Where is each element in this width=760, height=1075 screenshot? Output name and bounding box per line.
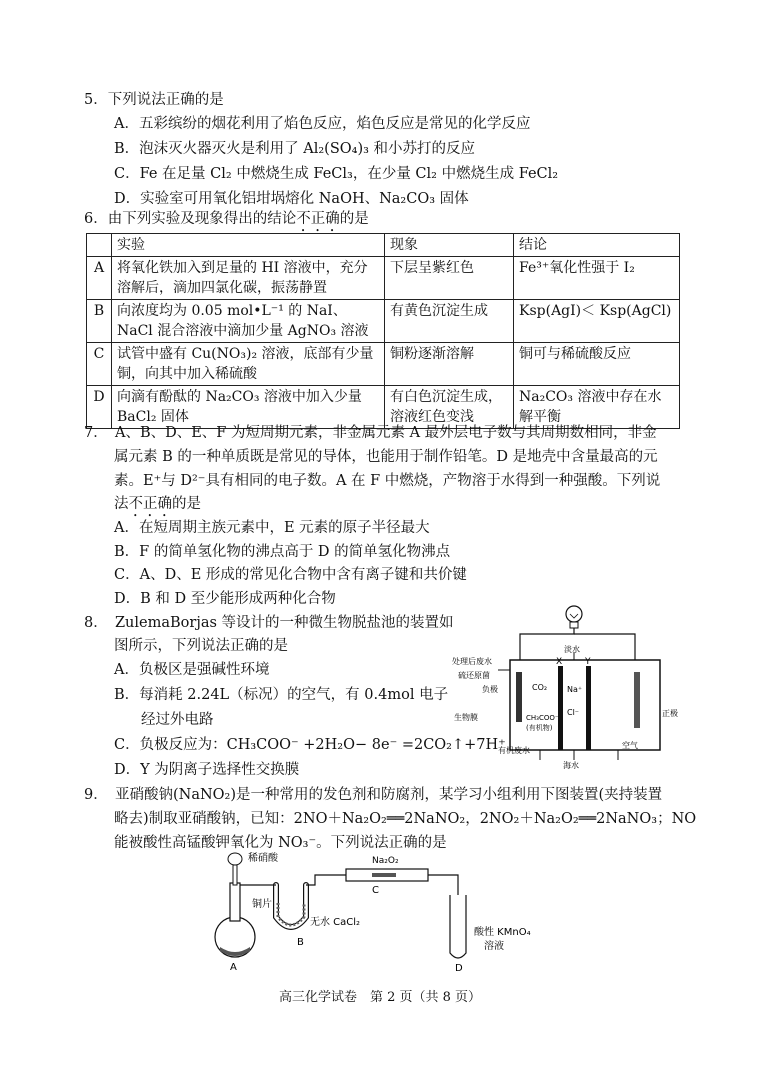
table-cell: 向浓度均为 0.05 mol•L⁻¹ 的 NaI、NaCl 混合溶液中滴加少量 AgNO₃ 溶液 bbox=[112, 300, 385, 343]
q7-line-3: 素。E⁺与 D²⁻具有相同的电子数。A 在 F 中燃烧，产物溶于水得到一种强酸。下列说 bbox=[114, 473, 661, 489]
label-acetate: CH₃COO⁻ bbox=[526, 714, 559, 722]
table-cell: 有黄色沉淀生成 bbox=[385, 300, 514, 343]
label-co2: CO₂ bbox=[532, 683, 548, 692]
label-sodium: Na⁺ bbox=[567, 685, 583, 694]
table-cell: Na₂CO₃ 溶液中存在水解平衡 bbox=[514, 386, 680, 429]
label-a: A bbox=[230, 962, 237, 973]
q8-option-a: A．负极区是强碱性环境 bbox=[114, 662, 270, 678]
table-cell: 铜粉逐渐溶解 bbox=[385, 343, 514, 386]
label-na2o2: Na₂O₂ bbox=[372, 856, 399, 866]
label-dilute-nitric: 稀硝酸 bbox=[248, 853, 278, 864]
table-row bbox=[87, 257, 680, 300]
label-kmno4: 酸性 KMnO₄ bbox=[474, 927, 531, 938]
q8-option-b-cont: 经过外电路 bbox=[141, 712, 214, 728]
q5-option-b: B．泡沫灭火器灭火是利用了 Al₂(SO₄)₃ 和小苏打的反应 bbox=[114, 141, 476, 157]
label-positive: 正极 bbox=[662, 709, 678, 718]
page-footer: 高三化学试卷 第 2 页（共 8 页） bbox=[278, 990, 482, 1005]
label-y: Y bbox=[585, 657, 591, 667]
table-cell: B bbox=[87, 300, 112, 343]
q8-option-d: D．Y 为阴离子选择性交换膜 bbox=[114, 762, 300, 778]
label-x: X bbox=[556, 657, 563, 667]
test-tube-d bbox=[450, 895, 466, 958]
q7-emphasis: 不正确 bbox=[128, 496, 172, 512]
table-cell: C bbox=[87, 343, 112, 386]
q7-option-a: A．在短周期主族元素中，E 元素的原子半径最大 bbox=[114, 520, 430, 536]
q6-stem-pre: 由下列实验及现象得出的结论 bbox=[107, 211, 297, 227]
label-chloride: Cl⁻ bbox=[567, 708, 580, 717]
nitrite-apparatus-diagram bbox=[200, 845, 560, 975]
q6-number: 6． bbox=[84, 211, 108, 227]
membrane-y bbox=[586, 666, 591, 750]
label-cacl2: 无水 CaCl₂ bbox=[310, 917, 361, 928]
q7-line-1: 7． A、B、D、E、F 为短周期元素，非金属元素 A 最外层电子数与其周期数相同，非金 bbox=[84, 425, 657, 441]
q6-stem-emphasis: 不正确 bbox=[296, 211, 340, 227]
q7-option-d: D．B 和 D 至少能形成两种化合物 bbox=[114, 591, 336, 607]
table-cell: Fe³⁺氧化性强于 I₂ bbox=[514, 257, 680, 300]
label-copper: 铜片 bbox=[252, 899, 272, 910]
flask-a bbox=[215, 883, 255, 957]
table-cell: 试管中盛有 Cu(NO₃)₂ 溶液，底部有少量铜，向其中加入稀硫酸 bbox=[112, 343, 385, 386]
q5-option-c: C．Fe 在足量 Cl₂ 中燃烧生成 FeCl₃，在少量 Cl₂ 中燃烧生成 FeCl₂ bbox=[114, 166, 559, 182]
table-header-cell: 结论 bbox=[514, 234, 680, 257]
q8-option-c: C．负极反应为：CH₃COO⁻ +2H₂O− 8e⁻ =2CO₂↑+7H⁺ bbox=[114, 737, 506, 753]
table-row bbox=[87, 343, 680, 386]
label-organic: (有机物) bbox=[526, 724, 553, 732]
tube-b-c bbox=[306, 875, 346, 885]
q7-line-4-pre: 法 bbox=[114, 496, 129, 512]
q9-line-1: 9． 亚硝酸钠(NaNO₂)是一种常用的发色剂和防腐剂，某学习小组利用下图装置(夹持装置 bbox=[84, 787, 663, 803]
table-header-cell bbox=[87, 234, 112, 257]
q7-line-4-post: 的是 bbox=[172, 496, 201, 512]
table-cell: D bbox=[87, 386, 112, 429]
q5-option-a: A．五彩缤纷的烟花利用了焰色反应，焰色反应是常见的化学反应 bbox=[114, 116, 531, 132]
label-treated-water: 处理后废水 bbox=[452, 657, 492, 666]
q7-option-c: C．A、D、E 形成的常见化合物中含有离子键和共价键 bbox=[114, 567, 467, 583]
label-d: D bbox=[455, 963, 463, 974]
table-row bbox=[87, 300, 680, 343]
label-negative: 负极 bbox=[482, 685, 498, 694]
membrane-x bbox=[558, 666, 563, 750]
experiment-table bbox=[86, 233, 680, 429]
label-solution: 溶液 bbox=[484, 941, 504, 952]
table-cell: 铜可与稀硫酸反应 bbox=[514, 343, 680, 386]
label-seawater: 海水 bbox=[563, 761, 579, 770]
table-cell: A bbox=[87, 257, 112, 300]
table-header-cell: 实验 bbox=[112, 234, 385, 257]
desalination-cell-diagram bbox=[450, 600, 690, 770]
q8-line-2: 图所示，下列说法正确的是 bbox=[114, 638, 288, 654]
table-cell: 有白色沉淀生成，溶液红色变浅 bbox=[385, 386, 514, 429]
label-air: 空气 bbox=[622, 741, 638, 750]
q8-line-1: 8． ZulemaBorjas 等设计的一种微生物脱盐池的装置如 bbox=[84, 615, 454, 631]
label-organic-waste: 有机废水 bbox=[498, 746, 530, 755]
q5-stem: 5．下列说法正确的是 bbox=[84, 92, 224, 108]
q8-option-b: B．每消耗 2.24L（标况）的空气，有 0.4mol 电子 bbox=[114, 687, 449, 703]
na2o2-sample bbox=[372, 873, 396, 877]
label-biofilm: 生物膜 bbox=[454, 713, 478, 722]
table-cell: Ksp(AgI)＜ Ksp(AgCl) bbox=[514, 300, 680, 343]
label-c: C bbox=[372, 885, 379, 896]
positive-electrode bbox=[634, 672, 640, 728]
light-bulb-icon bbox=[566, 606, 582, 628]
q5-option-d: D．实验室可用氧化铝坩埚熔化 NaOH、Na₂CO₃ 固体 bbox=[114, 191, 469, 207]
table-cell: 将氧化铁加入到足量的 HI 溶液中，充分溶解后，滴加四氯化碳，振荡静置 bbox=[112, 257, 385, 300]
q6-stem bbox=[84, 207, 369, 235]
q7-option-b: B．F 的简单氢化物的沸点高于 D 的简单氢化物沸点 bbox=[114, 544, 451, 560]
q9-line-2: 略去)制取亚硝酸钠，已知：2NO＋Na₂O₂══2NaNO₂，2NO₂＋Na₂O₂══2NaNO₃；NO bbox=[114, 811, 697, 827]
label-b: B bbox=[297, 937, 304, 948]
table-header-cell: 现象 bbox=[385, 234, 514, 257]
negative-electrode bbox=[516, 672, 522, 722]
label-fresh-water: 淡水 bbox=[564, 645, 580, 654]
table-cell: 下层呈紫红色 bbox=[385, 257, 514, 300]
table-header-row bbox=[87, 234, 680, 257]
label-bacteria: 硫还原菌 bbox=[458, 671, 490, 680]
q6-stem-post: 的是 bbox=[339, 211, 369, 227]
dropping-funnel bbox=[228, 853, 242, 885]
table-cell: 向滴有酚酞的 Na₂CO₃ 溶液中加入少量 BaCl₂ 固体 bbox=[112, 386, 385, 429]
q7-line-2: 属元素 B 的一种单质既是常见的导体，也能用于制作铅笔。D 是地壳中含量最高的元 bbox=[114, 449, 658, 465]
q9-line-3: 能被酸性高锰酸钾氧化为 NO₃⁻。下列说法正确的是 bbox=[114, 835, 447, 851]
